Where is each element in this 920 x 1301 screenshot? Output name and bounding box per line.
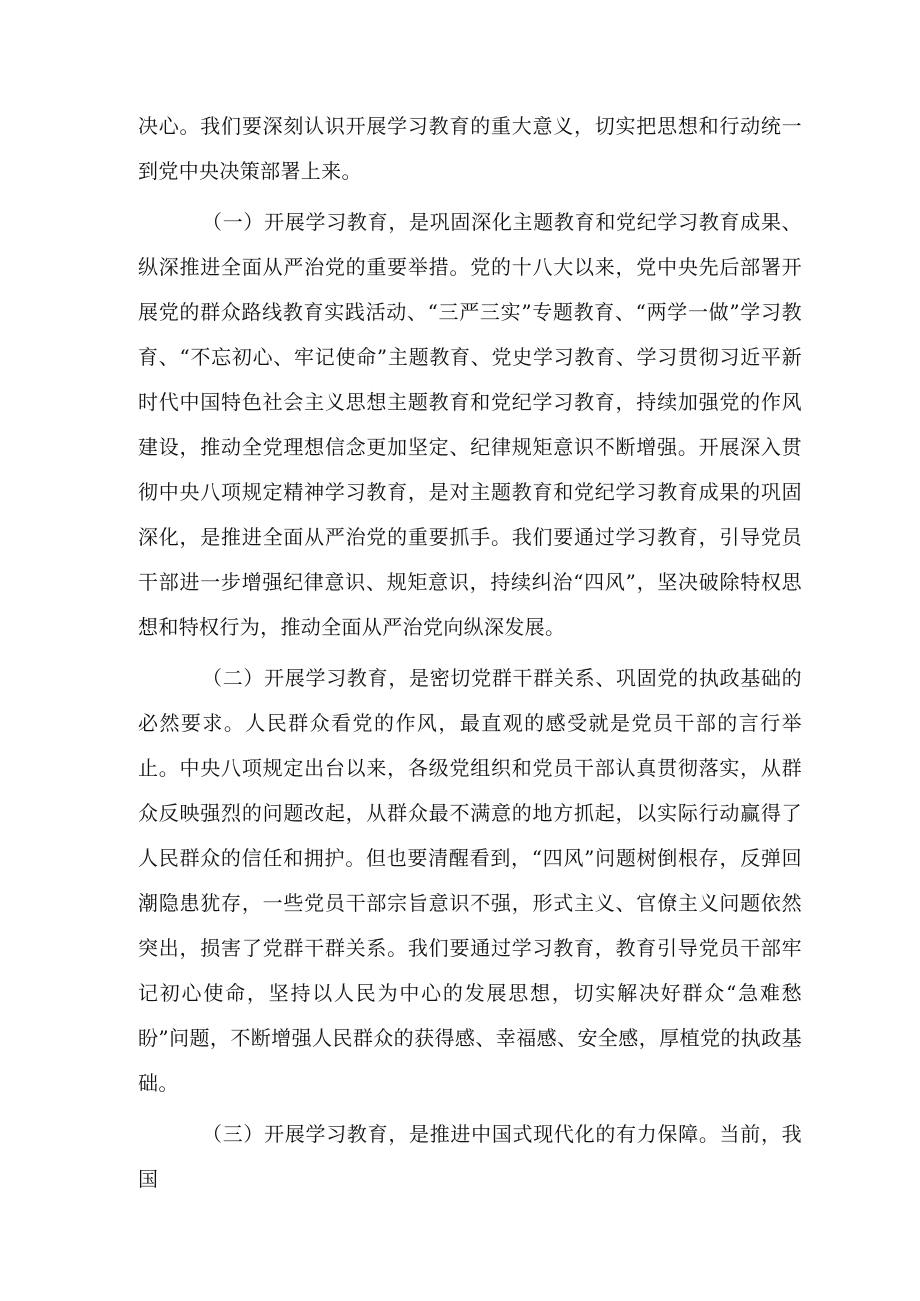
document-body [138, 104, 802, 1208]
paragraph-section-1: （一）开展学习教育，是巩固深化主题教育和党纪学习教育成果、纵深推进全面从严治党的重要举措。党的十八大以来，党中央先后部署开展党的群众路线教育实践活动、“三严三实”专题教育、“两学一做”学习教育、“不忘初心、牢记使命”主题教育、党史学习教育、学习贯彻习近平新时代中国特色社会主义思想主题教育和党纪学习教育，持续加强党的作风建设，推动全党理想信念更加坚定、纪律规矩意识不断增强。开展深入贯彻中央八项规定精神学习教育，是对主题教育和党纪学习教育成果的巩固深化，是推进全面从严治党的重要抓手。我们要通过学习教育，引导党员干部进一步增强纪律意识、规矩意识，持续纠治“四风”，坚决破除特权思想和特权行为，推动全面从严治党向纵深发展。 [138, 210, 802, 639]
paragraph-section-3: （三）开展学习教育，是推进中国式现代化的有力保障。当前，我国 [138, 1122, 802, 1191]
paragraph-section-2: （二）开展学习教育，是密切党群干群关系、巩固党的执政基础的必然要求。人民群众看党的作风，最直观的感受就是党员干部的言行举止。中央八项规定出台以来，各级党组织和党员干部认真贯彻落实，从群众反映强烈的问题改起，从群众最不满意的地方抓起，以实际行动赢得了人民群众的信任和拥护。但也要清醒看到，“四风”问题树倒根存，反弹回潮隐患犹存，一些党员干部宗旨意识不强，形式主义、官僚主义问题依然突出，损害了党群干群关系。我们要通过学习教育，教育引导党员干部牢记初心使命，坚持以人民为中心的发展思想，切实解决好群众“急难愁盼”问题，不断增强人民群众的获得感、幸福感、安全感，厚植党的执政基础。 [138, 666, 802, 1095]
paragraph-continuation: 决心。我们要深刻认识开展学习教育的重大意义，切实把思想和行动统一到党中央决策部署上来。 [138, 114, 802, 183]
